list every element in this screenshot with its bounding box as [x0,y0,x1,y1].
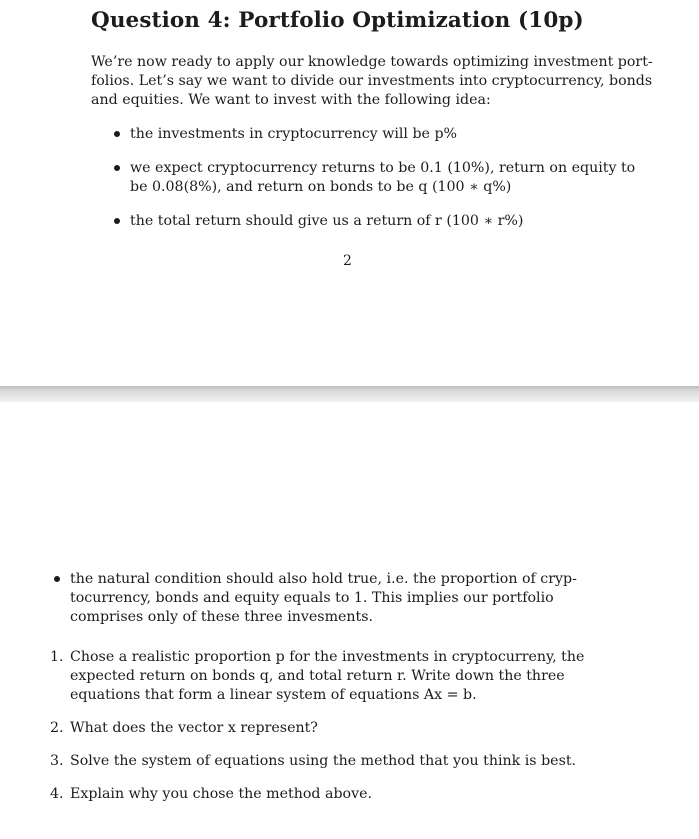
task-list [50,648,585,804]
intro-line: folios. Let’s say we want to divide our investments into cryptocurrency, bonds [91,73,653,89]
bullet-line: be 0.08(8%), and return on bonds to be q (100 ∗ q%) [130,179,512,195]
task-line: Explain why you chose the method above. [70,786,373,802]
bullet-item-natural-condition [70,570,577,627]
document-page-2 [0,402,699,839]
idea-bullet-list [130,125,636,231]
page-separator [0,386,699,402]
task-item [50,785,570,804]
bullet-item-crypto-share [130,125,620,144]
question-heading: Question 4: Portfolio Optimization (10p) [91,8,584,33]
intro-line: and equities. We want to invest with the following idea: [91,92,491,108]
condition-bullet-list [70,570,577,627]
bullet-dot-icon [54,576,60,582]
task-number: 1. [50,649,64,665]
task-item [50,719,570,738]
task-item [50,752,577,771]
task-number: 3. [50,753,64,769]
bullet-line: we expect cryptocurrency returns to be 0.1 (10%), return on equity to [130,160,636,176]
document-page-1 [0,0,699,386]
task-line: Chose a realistic proportion p for the investments in cryptocurreny, the [70,649,585,665]
task-line: What does the vector x represent? [70,720,318,736]
task-line: equations that form a linear system of equations Ax = b. [70,687,477,703]
bullet-dot-icon [114,165,120,171]
intro-paragraph [91,53,653,110]
bullet-line: the total return should give us a return of r (100 ∗ r%) [130,213,524,229]
bullet-line: comprises only of these three invesments. [70,609,374,625]
bullet-dot-icon [114,218,120,224]
task-line: expected return on bonds q, and total return r. Write down the three [70,668,565,684]
task-item [50,648,585,705]
page-number: 2 [343,253,352,269]
intro-line: We’re now ready to apply our knowledge towards optimizing investment port- [91,54,653,70]
bullet-line: the investments in cryptocurrency will be p% [130,126,458,142]
bullet-dot-icon [114,131,120,137]
bullet-item-total-return [130,212,620,231]
task-number: 2. [50,720,64,736]
bullet-item-returns [130,159,636,197]
bullet-line: the natural condition should also hold true, i.e. the proportion of cryp- [70,571,577,587]
bullet-line: tocurrency, bonds and equity equals to 1. This implies our portfolio [70,590,554,606]
task-number: 4. [50,786,64,802]
task-line: Solve the system of equations using the method that you think is best. [70,753,577,769]
